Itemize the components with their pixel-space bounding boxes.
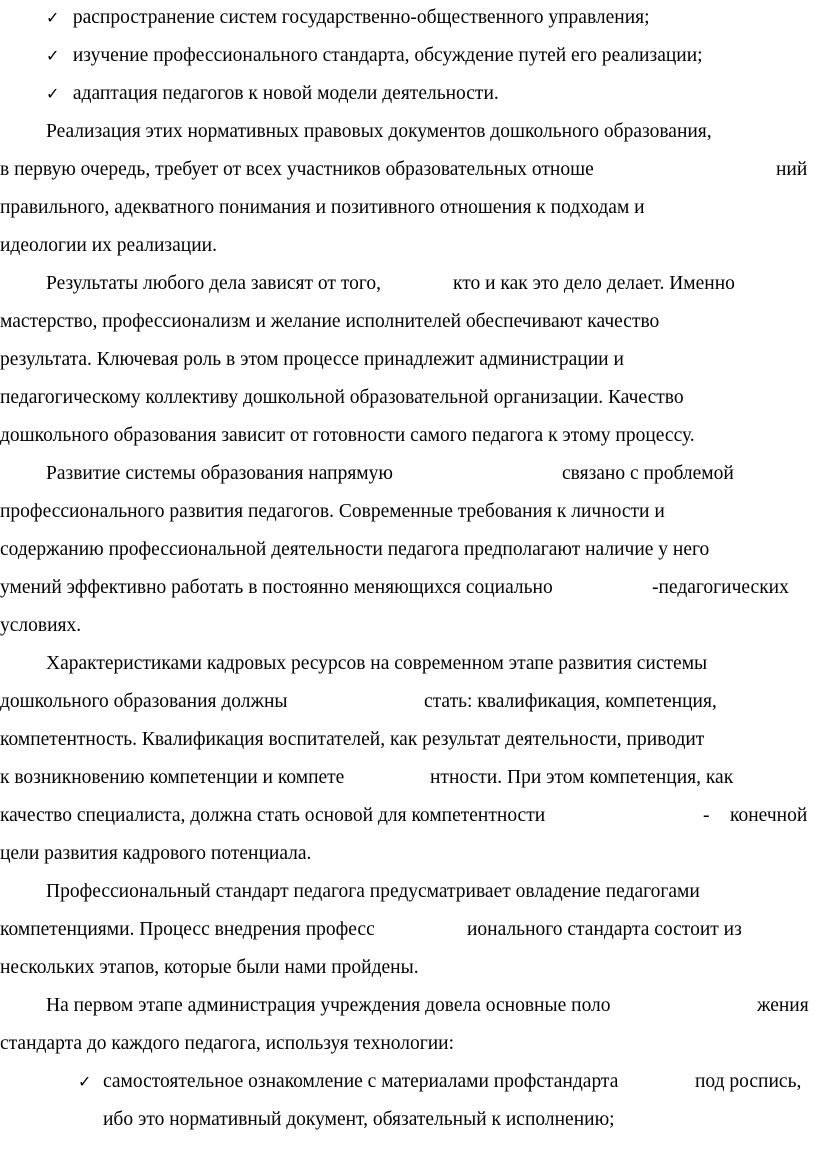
paragraph-line: умений эффективно работать в постоянно меняющихся социально [0, 577, 553, 598]
paragraph-line: педагогическому коллективу дошкольной образовательной организации. Качество [0, 387, 684, 408]
paragraph-line: нтности. При этом компетенция, как [430, 767, 734, 788]
paragraph-line: правильного, адекватного понимания и позитивного отношения к подходам и [0, 197, 645, 218]
list-item [46, 82, 499, 106]
paragraph-line: На первом этапе администрация учреждения довела основные поло [46, 995, 611, 1016]
paragraph-line: компетенциями. Процесс внедрения професс [0, 919, 375, 940]
list-item [46, 6, 650, 30]
paragraph-line: Развитие системы образования напрямую [46, 463, 393, 484]
paragraph-line: Результаты любого дела зависят от того, [46, 273, 381, 294]
list-item-text: адаптация педагогов к новой модели деятельности. [72, 83, 499, 104]
paragraph-line: кто и как это дело делает. Именно [453, 273, 735, 294]
paragraph-line: жения [757, 995, 809, 1016]
paragraph-line: нескольких этапов, которые были нами пройдены. [0, 957, 419, 978]
paragraph-line: дошкольного образования зависит от готовности самого педагога к этому процессу. [0, 425, 695, 446]
paragraph-line: ний [776, 159, 808, 180]
paragraph-line: Характеристиками кадровых ресурсов на современном этапе развития системы [46, 653, 708, 674]
paragraph-line: ионального стандарта состоит из [467, 919, 742, 940]
list-item-text: ибо это нормативный документ, обязательный к исполнению; [103, 1109, 615, 1130]
paragraph-line: качество специалиста, должна стать основой для компетентности [0, 805, 546, 826]
paragraph-line: дошкольного образования должны [0, 691, 288, 712]
paragraph-line: к возникновению компетенции и компете [0, 767, 345, 788]
paragraph-line: профессионального развития педагогов. Современные требования к личности и [0, 501, 665, 522]
list-item-text: распространение систем государственно-общественного управления; [72, 7, 650, 28]
paragraph-line: Реализация этих нормативных правовых документов дошкольного образования, [46, 121, 712, 142]
check-icon: ✓ [46, 8, 60, 27]
paragraph-line: результата. Ключевая роль в этом процессе принадлежит администрации и [0, 349, 624, 370]
check-icon: ✓ [46, 46, 60, 65]
paragraph-line: идеологии их реализации. [0, 235, 217, 256]
paragraph-line: - [703, 805, 710, 826]
paragraph-line: в первую очередь, требует от всех участников образовательных отноше [0, 159, 594, 180]
paragraph-line: связано с проблемой [562, 463, 734, 484]
paragraph-line: конечной [730, 805, 808, 826]
list-item [46, 44, 703, 68]
list-item-text: самостоятельное ознакомление с материалами профстандарта [103, 1071, 619, 1092]
paragraph-line: стать: квалификация, компетенция, [424, 691, 717, 712]
list-item [78, 1070, 94, 1094]
paragraph-line: Профессиональный стандарт педагога предусматривает овладение педагогами [46, 881, 700, 902]
list-item-text: под роспись, [695, 1071, 802, 1092]
paragraph-line: стандарта до каждого педагога, используя технологии: [0, 1033, 455, 1054]
paragraph-line: содержанию профессиональной деятельности педагога предполагают наличие у него [0, 539, 710, 560]
paragraph-line: компетентность. Квалификация воспитателей, как результат деятельности, приводит [0, 729, 705, 750]
paragraph-line: условиях. [0, 615, 82, 636]
paragraph-line: мастерство, профессионализм и желание исполнителей обеспечивают качество [0, 311, 660, 332]
list-item-text: изучение профессионального стандарта, обсуждение путей его реализации; [72, 45, 703, 66]
paragraph-line: -педагогических [652, 577, 789, 598]
paragraph-line: цели развития кадрового потенциала. [0, 843, 312, 864]
check-icon: ✓ [46, 84, 60, 103]
check-icon: ✓ [78, 1072, 92, 1091]
